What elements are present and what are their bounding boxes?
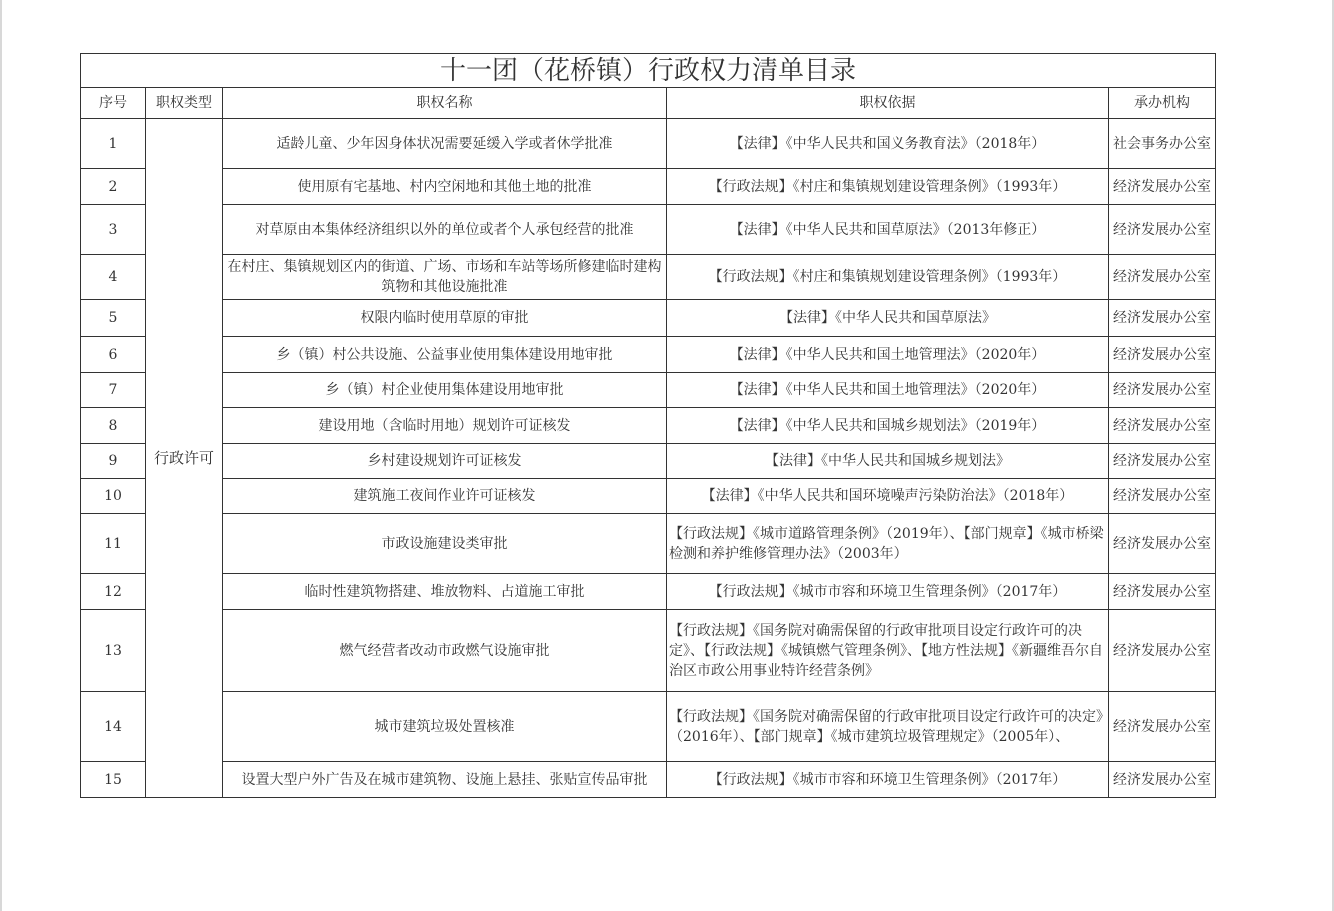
power-type-cell: 行政许可	[146, 119, 223, 798]
row-name-text: 燃气经营者改动市政燃气设施审批	[339, 642, 550, 659]
row-agency	[1109, 337, 1216, 373]
row-agency-text: 社会事务办公室	[1113, 135, 1211, 152]
row-agency-text: 经济发展办公室	[1113, 221, 1211, 238]
table-row	[81, 610, 1216, 692]
row-basis	[667, 610, 1109, 692]
row-index-text: 15	[104, 771, 122, 788]
row-basis-text: 【法律】《中华人民共和国土地管理法》（2020年）	[729, 346, 1046, 363]
row-index	[81, 762, 146, 798]
table-row	[81, 444, 1216, 479]
row-index-text: 7	[108, 382, 118, 398]
row-agency	[1109, 119, 1216, 169]
table-row	[81, 373, 1216, 408]
row-agency-text: 经济发展办公室	[1113, 417, 1211, 434]
row-index	[81, 574, 146, 610]
table-row	[81, 119, 1216, 169]
table-row	[81, 255, 1216, 300]
row-basis-text: 【法律】《中华人民共和国城乡规划法》	[765, 453, 1010, 469]
row-name	[223, 373, 667, 408]
row-agency-text: 经济发展办公室	[1113, 535, 1211, 552]
row-basis	[667, 479, 1109, 514]
row-name	[223, 574, 667, 610]
row-agency	[1109, 762, 1216, 798]
row-name	[223, 337, 667, 373]
row-index	[81, 692, 146, 762]
row-basis-text: 【法律】《中华人民共和国土地管理法》（2020年）	[729, 382, 1046, 398]
row-agency	[1109, 610, 1216, 692]
row-index-text: 13	[104, 642, 122, 659]
row-basis-text: 【行政法规】《城市市容和环境卫生管理条例》（2017年）	[708, 583, 1067, 600]
row-basis	[667, 408, 1109, 444]
row-agency	[1109, 169, 1216, 205]
row-agency	[1109, 444, 1216, 479]
row-index	[81, 514, 146, 574]
row-basis	[667, 337, 1109, 373]
row-index-text: 3	[108, 221, 118, 238]
row-index	[81, 444, 146, 479]
row-basis	[667, 574, 1109, 610]
table-row	[81, 762, 1216, 798]
row-name-text: 市政设施建设类审批	[381, 535, 508, 552]
row-basis	[667, 373, 1109, 408]
row-name-text: 在村庄、集镇规划区内的街道、广场、市场和车站等场所修建临时建构筑物和其他设施批准	[227, 259, 662, 295]
row-basis-text: 【行政法规】《国务院对确需保留的行政审批项目设定行政许可的决定》（2016年）、【部门规章】《城市建筑垃圾管理规定》（2005年）、	[669, 708, 1103, 745]
row-name	[223, 514, 667, 574]
row-name	[223, 762, 667, 798]
row-index	[81, 119, 146, 169]
row-index	[81, 169, 146, 205]
row-basis-text: 【行政法规】《国务院对确需保留的行政审批项目设定行政许可的决定》、【行政法规】《城镇燃气管理条例》、【地方性法规】《新疆维吾尔自治区市政公用事业特许经营条例》	[669, 622, 1103, 679]
row-name	[223, 169, 667, 205]
row-basis-text: 【法律】《中华人民共和国草原法》	[779, 310, 996, 326]
row-agency	[1109, 514, 1216, 574]
header-basis: 职权依据	[667, 88, 1109, 119]
header-type: 职权类型	[146, 88, 223, 119]
row-index	[81, 610, 146, 692]
row-agency	[1109, 479, 1216, 514]
row-agency-text: 经济发展办公室	[1113, 583, 1211, 600]
row-agency-text: 经济发展办公室	[1113, 771, 1211, 788]
row-name	[223, 300, 667, 337]
row-basis-text: 【行政法规】《村庄和集镇规划建设管理条例》（1993年）	[708, 269, 1067, 285]
row-basis-text: 【法律】《中华人民共和国草原法》（2013年修正）	[729, 221, 1046, 238]
row-basis	[667, 169, 1109, 205]
row-name-text: 使用原有宅基地、村内空闲地和其他土地的批准	[297, 178, 592, 195]
row-index-text: 2	[108, 178, 118, 195]
row-name	[223, 205, 667, 255]
row-name-text: 乡（镇）村公共设施、公益事业使用集体建设用地审批	[276, 346, 613, 363]
row-agency	[1109, 373, 1216, 408]
row-name-text: 设置大型户外广告及在城市建筑物、设施上悬挂、张贴宣传品审批	[241, 771, 648, 788]
row-name	[223, 444, 667, 479]
row-index-text: 12	[104, 583, 122, 600]
row-index	[81, 479, 146, 514]
row-agency-text: 经济发展办公室	[1113, 346, 1211, 363]
row-basis	[667, 514, 1109, 574]
row-basis	[667, 762, 1109, 798]
row-name-text: 乡村建设规划许可证核发	[367, 453, 522, 469]
row-index-text: 5	[108, 310, 118, 326]
row-name-text: 适龄儿童、少年因身体状况需要延缓入学或者休学批准	[276, 135, 613, 152]
row-index	[81, 408, 146, 444]
header-agency: 承办机构	[1109, 88, 1216, 119]
row-agency	[1109, 574, 1216, 610]
row-basis-text: 【法律】《中华人民共和国环境噪声污染防治法》（2018年）	[701, 488, 1074, 504]
row-agency	[1109, 205, 1216, 255]
table-row	[81, 205, 1216, 255]
row-index	[81, 255, 146, 300]
row-agency	[1109, 255, 1216, 300]
row-basis-text: 【法律】《中华人民共和国义务教育法》（2018年）	[729, 135, 1046, 152]
row-agency-text: 经济发展办公室	[1113, 310, 1211, 326]
table-row	[81, 300, 1216, 337]
row-index-text: 10	[104, 488, 122, 504]
row-basis-text: 【法律】《中华人民共和国城乡规划法》（2019年）	[729, 417, 1046, 434]
row-agency-text: 经济发展办公室	[1113, 178, 1211, 195]
table-row	[81, 169, 1216, 205]
row-name-text: 建设用地（含临时用地）规划许可证核发	[318, 417, 571, 434]
row-basis	[667, 119, 1109, 169]
row-agency-text: 经济发展办公室	[1113, 488, 1211, 504]
row-basis-text: 【行政法规】《城市市容和环境卫生管理条例》（2017年）	[708, 771, 1067, 788]
page-title: 十一团（花桥镇）行政权力清单目录	[81, 54, 1216, 88]
row-basis	[667, 205, 1109, 255]
table-row	[81, 574, 1216, 610]
row-name-text: 对草原由本集体经济组织以外的单位或者个人承包经营的批准	[255, 221, 634, 238]
row-basis-text: 【行政法规】《村庄和集镇规划建设管理条例》（1993年）	[708, 178, 1067, 195]
table-row	[81, 479, 1216, 514]
row-name-text: 权限内临时使用草原的审批	[360, 310, 529, 326]
row-agency	[1109, 408, 1216, 444]
page-edge-left	[0, 0, 2, 911]
row-index-text: 6	[108, 346, 118, 363]
row-agency-text: 经济发展办公室	[1113, 453, 1211, 469]
row-index-text: 1	[108, 135, 118, 152]
row-index-text: 11	[104, 535, 122, 552]
row-basis	[667, 692, 1109, 762]
row-index-text: 4	[108, 269, 118, 285]
row-name-text: 乡（镇）村企业使用集体建设用地审批	[325, 382, 564, 398]
row-name	[223, 610, 667, 692]
row-basis	[667, 444, 1109, 479]
row-index-text: 14	[104, 718, 122, 735]
table-row	[81, 337, 1216, 373]
row-index	[81, 337, 146, 373]
row-basis	[667, 300, 1109, 337]
header-index: 序号	[81, 88, 146, 119]
row-index	[81, 373, 146, 408]
row-index-text: 8	[108, 417, 118, 434]
row-name	[223, 692, 667, 762]
power-list-table	[80, 53, 1216, 798]
row-name	[223, 408, 667, 444]
row-basis	[667, 255, 1109, 300]
row-index	[81, 205, 146, 255]
row-agency	[1109, 300, 1216, 337]
row-agency-text: 经济发展办公室	[1113, 642, 1211, 659]
row-agency-text: 经济发展办公室	[1113, 269, 1211, 285]
header-name: 职权名称	[223, 88, 667, 119]
row-basis-text: 【行政法规】《城市道路管理条例》（2019年）、【部门规章】《城市桥梁检测和养护维修管理办法》（2003年）	[669, 525, 1104, 562]
table-row	[81, 408, 1216, 444]
table-row	[81, 692, 1216, 762]
row-agency	[1109, 692, 1216, 762]
row-name	[223, 479, 667, 514]
table-row	[81, 514, 1216, 574]
row-name	[223, 119, 667, 169]
row-agency-text: 经济发展办公室	[1113, 718, 1211, 735]
row-name-text: 城市建筑垃圾处置核准	[374, 718, 515, 735]
row-name-text: 临时性建筑物搭建、堆放物料、占道施工审批	[304, 583, 585, 600]
row-index	[81, 300, 146, 337]
row-name-text: 建筑施工夜间作业许可证核发	[353, 488, 536, 504]
row-index-text: 9	[108, 453, 118, 469]
row-agency-text: 经济发展办公室	[1113, 382, 1211, 398]
row-name	[223, 255, 667, 300]
